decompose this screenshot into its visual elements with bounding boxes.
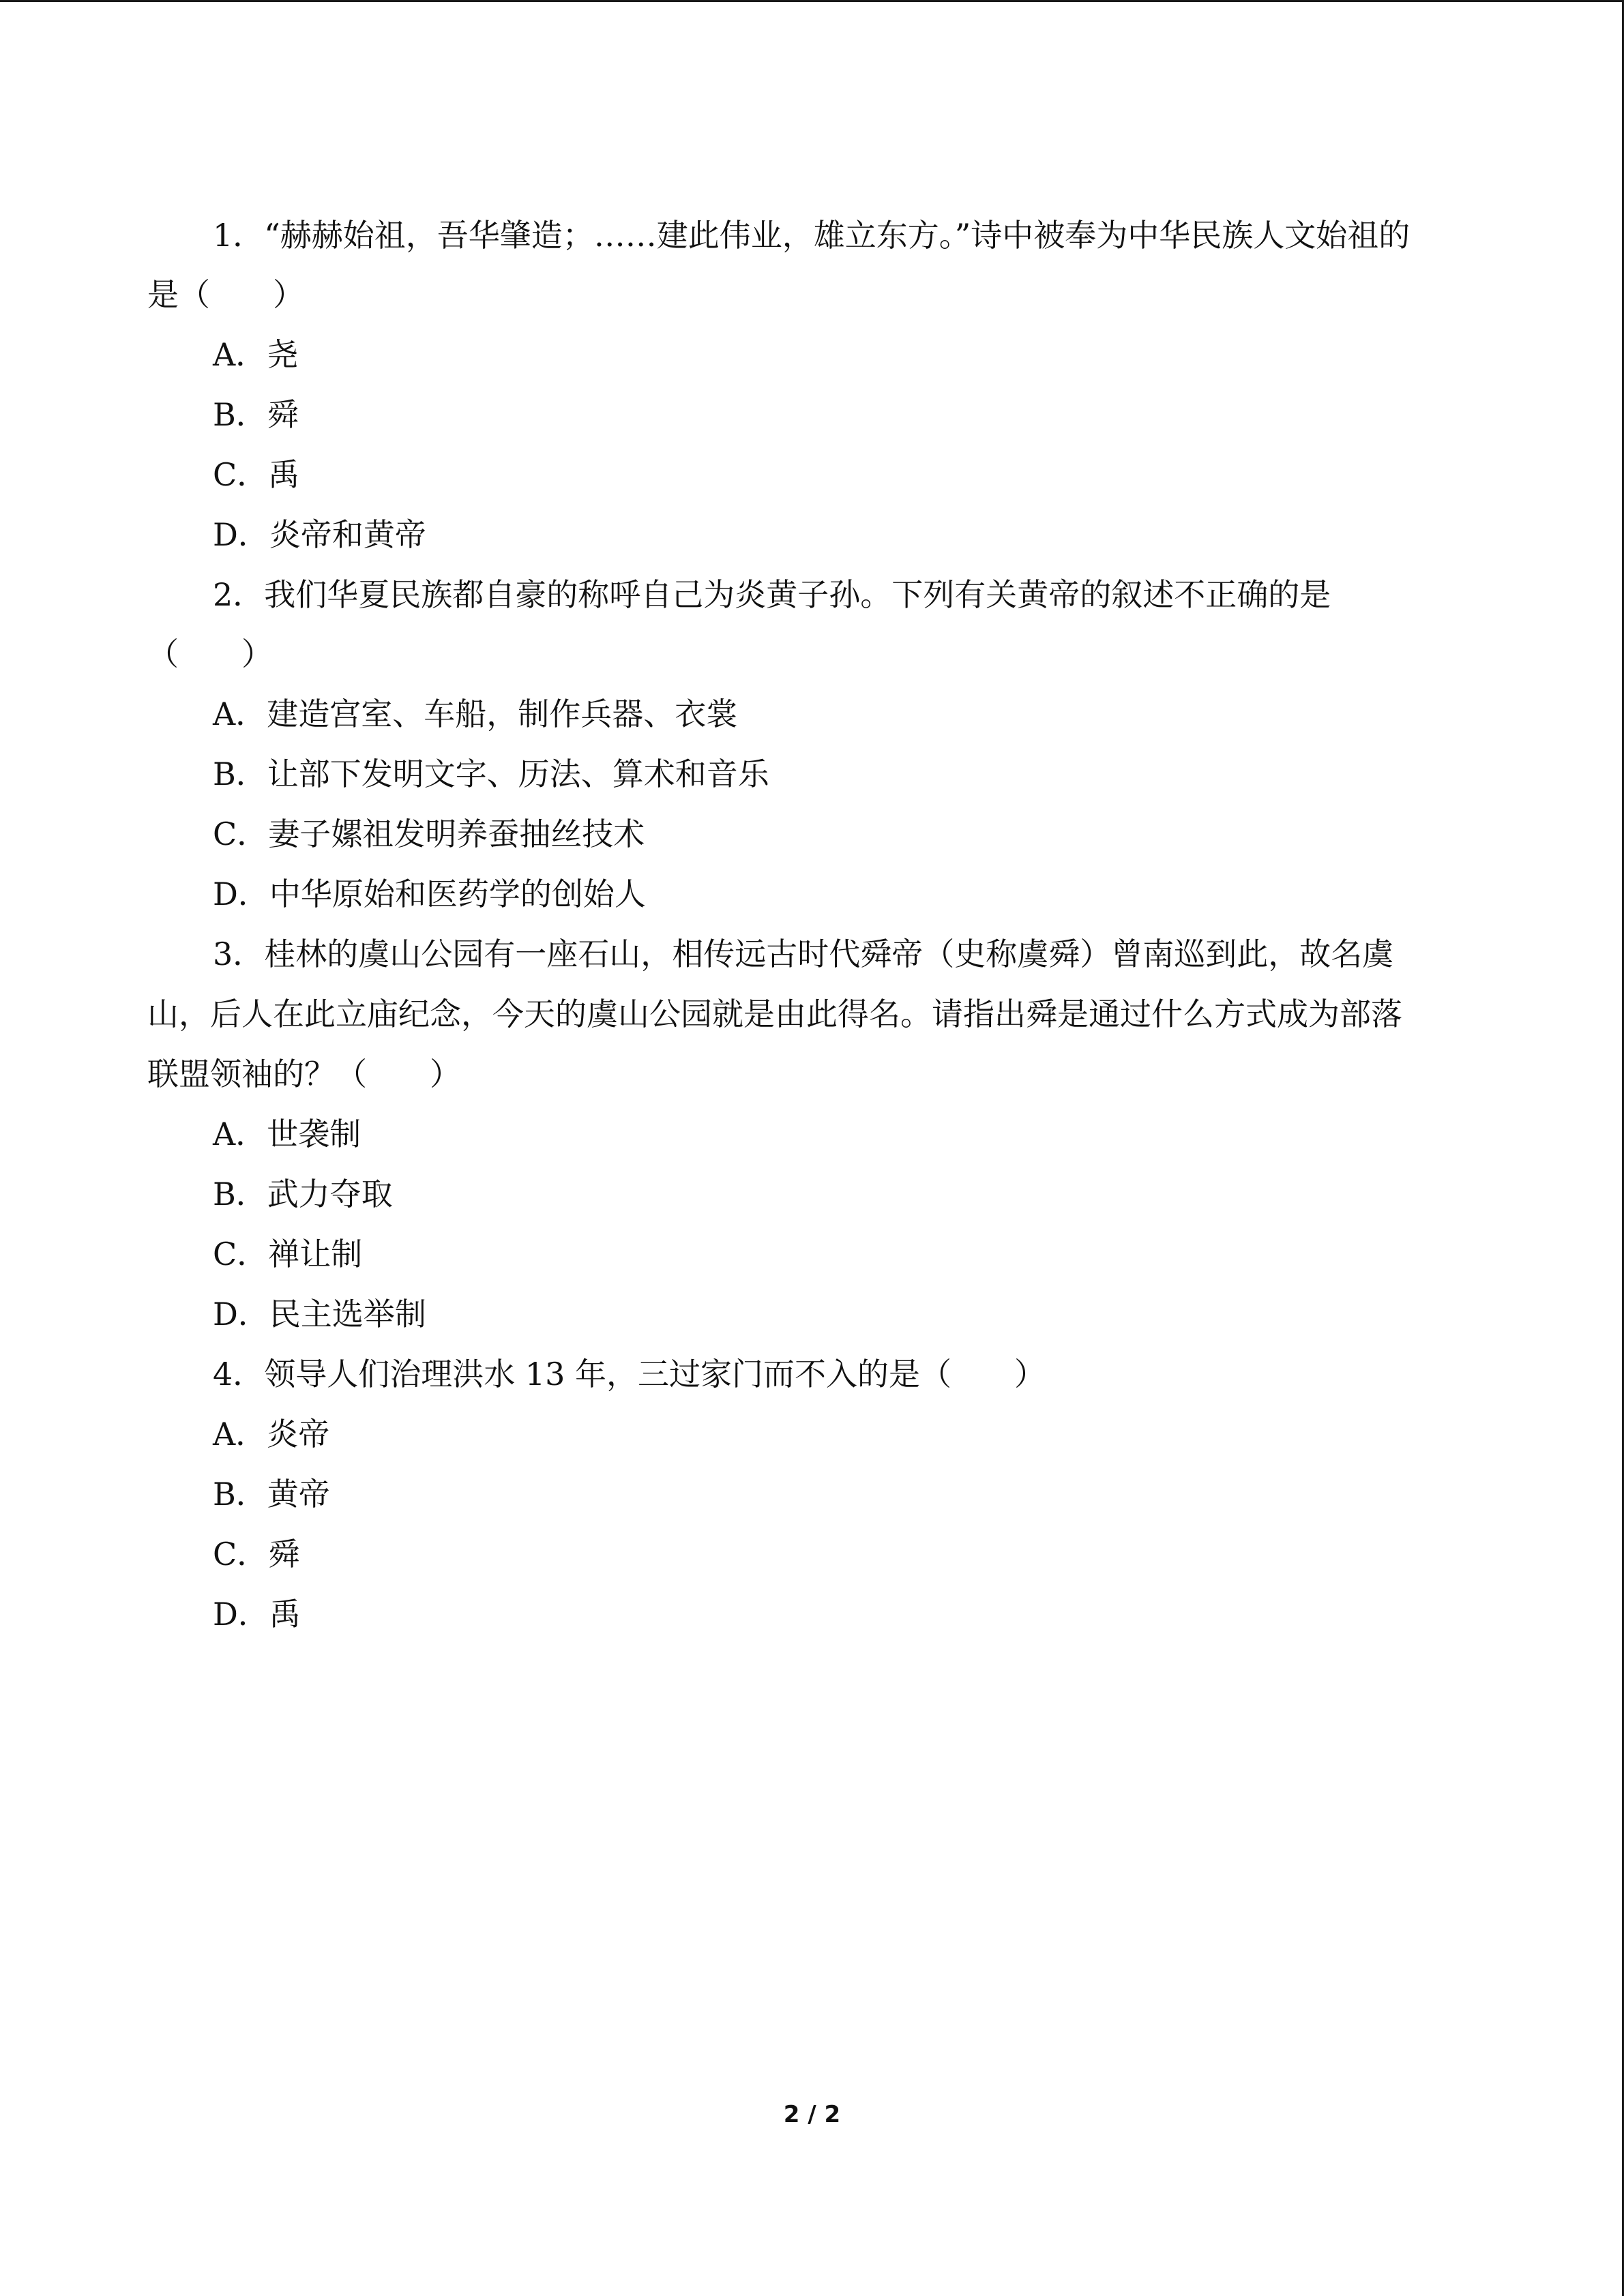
question-3-stem-line-1: 3．桂林的虞山公园有一座石山，相传远古时代舜帝（史称虞舜）曾南巡到此，故名虞 <box>213 936 1394 972</box>
question-4-option-c: C．舜 <box>213 1536 300 1572</box>
question-3-option-c: C．禅让制 <box>213 1236 363 1272</box>
question-4-option-a: A．炎帝 <box>213 1416 330 1452</box>
question-2-option-b: B．让部下发明文字、历法、算术和音乐 <box>213 756 769 792</box>
question-2-option-d: D．中华原始和医药学的创始人 <box>213 876 646 912</box>
question-4-option-b: B．黄帝 <box>213 1476 330 1512</box>
question-2-stem-line-1: 2．我们华夏民族都自豪的称呼自己为炎黄子孙。下列有关黄帝的叙述不正确的是 <box>213 576 1331 613</box>
question-1-stem-line-2: 是（ ） <box>147 276 304 313</box>
question-3-stem-line-3: 联盟领袖的？（ ） <box>147 1056 461 1092</box>
question-2-option-c: C．妻子嫘祖发明养蚕抽丝技术 <box>213 816 645 852</box>
question-4-stem-line-1: 4．领导人们治理洪水 13 年，三过家门而不入的是（ ） <box>213 1356 1046 1392</box>
question-3-stem-line-2: 山，后人在此立庙纪念，今天的虞山公园就是由此得名。请指出舜是通过什么方式成为部落 <box>147 996 1402 1032</box>
page-number: 2 / 2 <box>783 2101 841 2128</box>
question-1-stem-line-1: 1．“赫赫始祖，吾华肇造；……建此伟业，雄立东方。”诗中被奉为中华民族人文始祖的 <box>213 217 1411 254</box>
question-1-option-a: A．尧 <box>213 336 299 373</box>
page-top-border <box>0 0 1624 2</box>
question-2-stem-line-2: （ ） <box>147 636 273 672</box>
question-1-option-d: D．炎帝和黄帝 <box>213 516 426 553</box>
question-3-option-b: B．武力夺取 <box>213 1176 393 1212</box>
question-1-option-c: C．禹 <box>213 456 300 493</box>
question-3-option-d: D．民主选举制 <box>213 1296 426 1332</box>
question-4-option-d: D．禹 <box>213 1596 301 1632</box>
question-2-option-a: A．建造宫室、车船，制作兵器、衣裳 <box>213 696 738 732</box>
question-3-option-a: A．世袭制 <box>213 1116 361 1152</box>
question-1-option-b: B．舜 <box>213 396 299 433</box>
